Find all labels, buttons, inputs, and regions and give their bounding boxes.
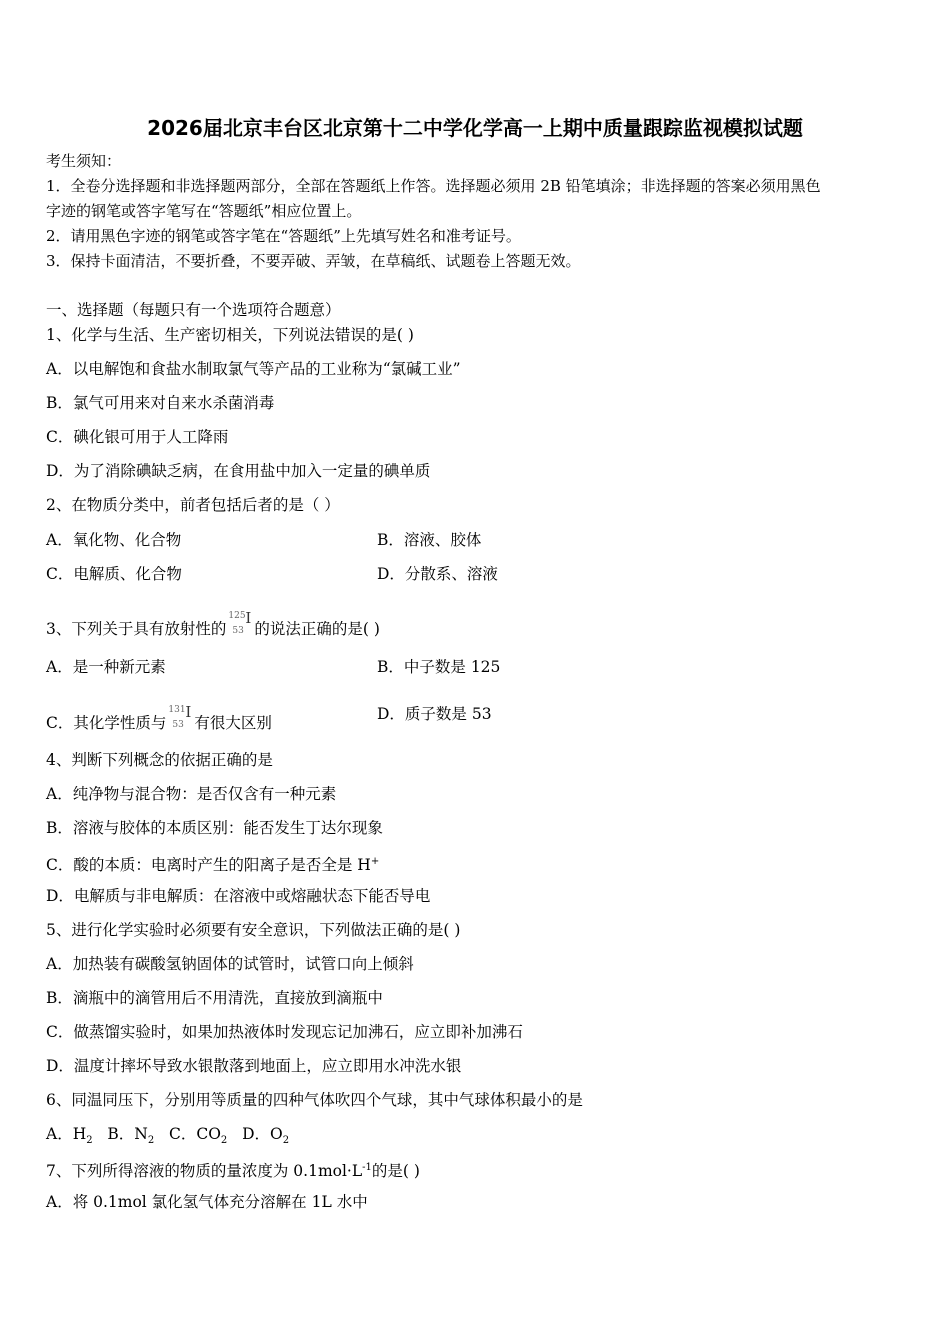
- q6-option-c-text: C．CO: [168, 1125, 221, 1143]
- q6-option-a-text: A．H: [46, 1125, 87, 1143]
- iodine-125-isotope: [226, 610, 254, 640]
- q5-option-c: C．做蒸馏实验时，如果加热液体时发现忘记加沸石，应立即补加沸石: [46, 1023, 523, 1041]
- q4-option-c: [46, 852, 379, 875]
- isotope-symbol: I: [185, 703, 192, 721]
- q7-stem-sup: -1: [362, 1162, 372, 1173]
- exam-title: 2026届北京丰台区北京第十二中学化学高一上期中质量跟踪监视模拟试题: [147, 116, 803, 140]
- isotope-atomic-number: 53: [232, 626, 244, 636]
- notice-line-3: 3．保持卡面清洁，不要折叠，不要弄破、弄皱，在草稿纸、试题卷上答题无效。: [46, 252, 581, 270]
- q6-option-d-sub: 2: [282, 1135, 290, 1147]
- q5-option-b: B．滴瓶中的滴管用后不用清洗，直接放到滴瓶中: [46, 989, 383, 1007]
- q4-stem: 4、判断下列概念的依据正确的是: [46, 751, 273, 769]
- notice-line-1b: 字迹的钢笔或答字笔写在“答题纸”相应位置上。: [46, 202, 362, 220]
- isotope-mass-number: 131: [168, 705, 186, 715]
- q6-option-b: [107, 1125, 155, 1147]
- isotope-symbol: I: [245, 609, 252, 627]
- q1-option-c: C．碘化银可用于人工降雨: [46, 428, 229, 446]
- q3-stem-pre: 3、下列关于具有放射性的: [46, 620, 227, 638]
- q3-option-b: B．中子数是 125: [377, 658, 501, 676]
- q6-option-d: [242, 1125, 290, 1147]
- q7-stem-pre: 7、下列所得溶液的物质的量浓度为 0.1mol·L: [46, 1162, 363, 1181]
- q3-option-d: D．质子数是 53: [377, 705, 492, 723]
- q3-stem-post: 的说法正确的是( ): [254, 620, 380, 638]
- q3-stem: [46, 610, 380, 640]
- q6-option-b-sub: 2: [147, 1135, 155, 1147]
- q6-option-d-text: D．O: [242, 1125, 283, 1143]
- q6-option-c: [168, 1125, 228, 1147]
- q6-option-b-text: B．N: [107, 1125, 148, 1143]
- q5-stem: 5、进行化学实验时必须要有安全意识，下列做法正确的是( ): [46, 921, 461, 939]
- q1-option-d: D．为了消除碘缺乏病，在食用盐中加入一定量的碘单质: [46, 462, 431, 480]
- q3-option-c-pre: C．其化学性质与: [46, 714, 167, 732]
- q1-stem: 1、化学与生活、生产密切相关，下列说法错误的是( ): [46, 326, 414, 344]
- q1-option-b: B．氯气可用来对自来水杀菌消毒: [46, 394, 275, 412]
- q6-stem: 6、同温同压下，分别用等质量的四种气体吹四个气球，其中气球体积最小的是: [46, 1091, 583, 1109]
- q2-option-b: B．溶液、胶体: [377, 531, 482, 549]
- q1-option-a: A．以电解饱和食盐水制取氯气等产品的工业称为“氯碱工业”: [46, 360, 461, 378]
- notice-heading: 考生须知：: [46, 152, 122, 170]
- q4-option-b: B．溶液与胶体的本质区别：能否发生丁达尔现象: [46, 819, 383, 837]
- q7-stem: [46, 1158, 420, 1181]
- q2-stem: 2、在物质分类中，前者包括后者的是（ ）: [46, 496, 340, 514]
- q2-option-a: A．氧化物、化合物: [46, 531, 182, 549]
- q4-option-c-text: C．酸的本质：电离时产生的阳离子是否全是 H: [46, 856, 371, 875]
- q4-option-a: A．纯净物与混合物：是否仅含有一种元素: [46, 785, 337, 803]
- q4-option-d: D．电解质与非电解质：在溶液中或熔融状态下能否导电: [46, 887, 431, 905]
- q6-options: [46, 1124, 289, 1151]
- q6-option-a-sub: 2: [86, 1135, 93, 1147]
- notice-line-2: 2．请用黑色字迹的钢笔或答字笔在“答题纸”上先填写姓名和准考证号。: [46, 227, 521, 245]
- q2-option-c: C．电解质、化合物: [46, 565, 182, 583]
- q5-option-a: A．加热装有碳酸氢钠固体的试管时，试管口向上倾斜: [46, 955, 414, 973]
- q3-option-c-post: 有很大区别: [194, 714, 272, 732]
- iodine-131-isotope: [166, 704, 194, 734]
- q5-option-d: D．温度计摔坏导致水银散落到地面上，应立即用水冲洗水银: [46, 1057, 462, 1075]
- q7-option-a: A．将 0.1mol 氯化氢气体充分溶解在 1L 水中: [46, 1193, 368, 1211]
- q6-option-a: [46, 1125, 93, 1147]
- q4-option-c-sup: +: [370, 856, 380, 867]
- notice-line-1: 1．全卷分选择题和非选择题两部分，全部在答题纸上作答。选择题必须用 2B 铅笔填涂；非选择题的答案必须用黑色: [46, 177, 821, 195]
- q2-option-d: D．分散系、溶液: [377, 565, 498, 583]
- q3-option-a: A．是一种新元素: [46, 658, 166, 676]
- q3-option-c: [46, 704, 272, 734]
- section-heading: 一、选择题（每题只有一个选项符合题意）: [46, 301, 341, 319]
- isotope-mass-number: 125: [228, 611, 246, 621]
- q6-option-c-sub: 2: [220, 1135, 228, 1147]
- isotope-atomic-number: 53: [172, 720, 184, 730]
- q7-stem-post: 的是( ): [371, 1162, 420, 1181]
